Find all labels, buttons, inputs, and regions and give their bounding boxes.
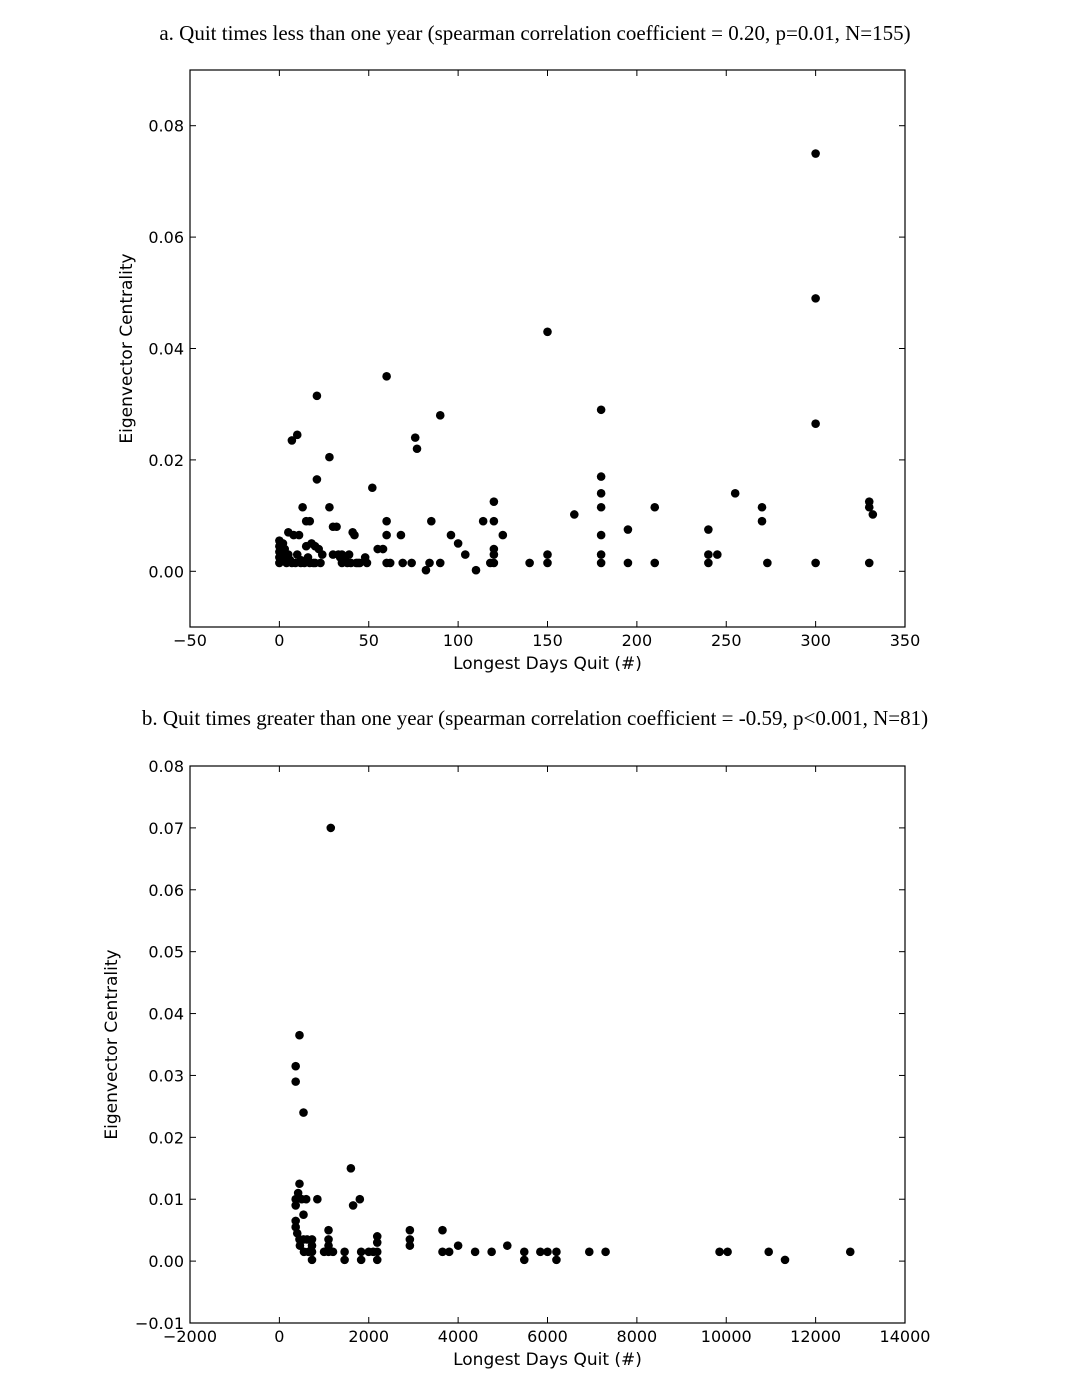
chart-b-data-point — [299, 1210, 308, 1219]
chart-b-data-point — [373, 1256, 382, 1265]
chart-a-data-point — [597, 489, 606, 498]
chart-a-data-point — [318, 550, 327, 559]
chart-b-data-point — [340, 1256, 349, 1265]
chart-b-data-point — [781, 1256, 790, 1265]
chart-a-data-point — [731, 489, 740, 498]
chart-a-data-point — [325, 453, 334, 462]
chart-a-data-point — [313, 392, 322, 401]
chart-b-x-tick-label: 10000 — [700, 1327, 752, 1346]
chart-a-data-point — [397, 531, 406, 540]
chart-a-data-point — [570, 510, 579, 519]
chart-a-data-point — [650, 503, 659, 512]
chart-a-data-point — [368, 483, 377, 492]
chart-a-data-point — [811, 149, 820, 158]
chart-a-x-tick-label: −50 — [173, 631, 207, 650]
chart-a-y-tick-label: 0.08 — [148, 116, 184, 136]
chart-b-y-tick-label: 0.05 — [148, 942, 184, 962]
chart-a-data-point — [811, 419, 820, 428]
chart-b-data-point — [552, 1248, 561, 1257]
chart-a-data-point — [525, 559, 534, 568]
chart-b-y-axis-label: Eigenvector Centrality — [102, 949, 122, 1140]
chart-a-data-point — [425, 559, 434, 568]
chart-a-data-point — [597, 472, 606, 481]
chart-b-data-point — [295, 1031, 304, 1040]
chart-a-data-point — [713, 550, 722, 559]
chart-a-y-tick-label: 0.00 — [148, 562, 184, 582]
chart-a-data-point — [704, 550, 713, 559]
chart-b-data-point — [349, 1201, 358, 1210]
chart-a-x-axis-label: Longest Days Quit (#) — [453, 654, 642, 674]
chart-a-data-point — [305, 517, 314, 526]
chart-a-data-point — [704, 525, 713, 534]
chart-a-data-point — [650, 559, 659, 568]
chart-a-data-point — [413, 444, 422, 453]
chart-b-data-point — [601, 1248, 610, 1257]
chart-a-data-point — [597, 503, 606, 512]
chart-a-data-point — [313, 475, 322, 484]
chart-a-x-tick-label: 200 — [621, 631, 653, 650]
chart-b-data-point — [291, 1062, 300, 1071]
chart-b-data-point — [295, 1179, 304, 1188]
chart-a-data-point — [865, 559, 874, 568]
chart-a-data-point — [382, 531, 391, 540]
chart-a-data-point — [490, 550, 499, 559]
chart-b-y-tick-label: 0.03 — [148, 1066, 184, 1086]
chart-a-data-point — [295, 531, 304, 540]
chart-a-data-point — [398, 559, 407, 568]
chart-a-data-point — [543, 327, 552, 336]
chart-a-data-point — [763, 559, 772, 568]
chart-b-data-point — [302, 1195, 311, 1204]
chart-a-data-point — [479, 517, 488, 526]
chart-a-data-point — [543, 559, 552, 568]
chart-a-data-point — [499, 531, 508, 540]
chart-b-data-point — [308, 1256, 317, 1265]
chart-b-x-tick-label: 14000 — [879, 1327, 931, 1346]
chart-b-data-point — [552, 1256, 561, 1265]
chart-a-y-tick-label: 0.06 — [148, 228, 184, 248]
chart-b-y-tick-label: 0.08 — [148, 757, 184, 776]
chart-a-data-point — [461, 550, 470, 559]
chart-b-data-point — [313, 1195, 322, 1204]
chart-a-data-point — [407, 559, 416, 568]
chart-b-data-point — [291, 1201, 300, 1210]
chart-a-data-point — [490, 559, 499, 568]
chart-a-x-tick-label: 300 — [800, 631, 831, 650]
chart-a-data-point — [704, 559, 713, 568]
chart-a-data-point — [472, 566, 481, 575]
chart-a-data-point — [436, 559, 445, 568]
chart-a-data-point — [597, 405, 606, 414]
chart-b-x-tick-label: 0 — [274, 1327, 285, 1346]
chart-b-data-point — [543, 1248, 552, 1257]
chart-b-data-point — [340, 1248, 349, 1257]
chart-a-data-point — [490, 517, 499, 526]
chart-a-y-tick-label: 0.04 — [148, 339, 184, 359]
chart-a-data-point — [382, 372, 391, 381]
chart-b-y-tick-label: −0.01 — [134, 1314, 184, 1333]
chart-b-data-point — [454, 1241, 463, 1250]
chart-a-x-tick-label: 100 — [442, 631, 474, 650]
chart-b-data-point — [471, 1248, 480, 1257]
chart-b-data-point — [357, 1256, 366, 1265]
chart-a-data-point — [379, 545, 388, 554]
chart-b-y-tick-label: 0.00 — [148, 1252, 184, 1272]
chart-a-data-point — [490, 497, 499, 506]
chart-b-data-point — [324, 1226, 333, 1235]
chart-a-y-tick-label: 0.02 — [148, 450, 184, 470]
chart-a-data-point — [316, 559, 325, 568]
chart-a-data-point — [869, 510, 878, 519]
chart-a-data-point — [363, 559, 372, 568]
chart-a-data-point — [411, 433, 420, 442]
chart-a-data-point — [597, 550, 606, 559]
chart-b-data-point — [406, 1226, 415, 1235]
chart-a-data-point — [811, 294, 820, 303]
chart-a-data-point — [298, 503, 307, 512]
chart-b-data-point — [445, 1248, 454, 1257]
chart-b-x-tick-label: 8000 — [616, 1327, 658, 1346]
chart-b-y-tick-label: 0.06 — [148, 880, 184, 900]
chart-b-data-point — [373, 1248, 382, 1257]
chart-b-data-point — [329, 1248, 338, 1257]
chart-b-data-point — [299, 1108, 308, 1117]
chart-a-data-point — [382, 517, 391, 526]
chart-a-data-point — [350, 531, 359, 540]
chart-a-data-point — [543, 550, 552, 559]
chart-b-data-point — [520, 1248, 529, 1257]
chart-a-data-point — [758, 517, 767, 526]
chart-b-data-point — [357, 1248, 366, 1257]
chart-b-y-tick-label: 0.07 — [148, 818, 184, 838]
chart-b-data-point — [585, 1248, 594, 1257]
chart-b-x-tick-label: 12000 — [790, 1327, 842, 1346]
chart-a-data-point — [293, 431, 302, 440]
chart-a-data-point — [454, 539, 463, 548]
chart-b-data-point — [764, 1248, 773, 1257]
chart-b-x-tick-label: 2000 — [348, 1327, 390, 1346]
chart-b-data-point — [846, 1248, 855, 1257]
chart-a-data-point — [447, 531, 456, 540]
chart-a-x-tick-label: 150 — [532, 631, 563, 650]
chart-a-y-axis-label: Eigenvector Centrality — [117, 253, 137, 444]
chart-a-data-point — [386, 559, 395, 568]
chart-b-data-point — [347, 1164, 356, 1173]
chart-a-data-point — [811, 559, 820, 568]
chart-a-x-tick-label: 250 — [710, 631, 742, 650]
chart-b-data-point — [520, 1256, 529, 1265]
chart-a-data-point — [436, 411, 445, 420]
chart-a-data-point — [332, 522, 341, 531]
chart-b-data-point — [356, 1195, 365, 1204]
chart-b-data-point — [715, 1248, 724, 1257]
chart-b-data-point — [503, 1241, 512, 1250]
chart-b-x-tick-label: 4000 — [437, 1327, 479, 1346]
chart-b-data-point — [373, 1238, 382, 1247]
chart-b-data-point — [326, 824, 335, 833]
chart-b-title: b. Quit times greater than one year (spearman correlation coefficient = -0.59, p<0.001, N=81) — [141, 706, 929, 730]
chart-b-x-axis-label: Longest Days Quit (#) — [453, 1350, 642, 1370]
chart-a-data-point — [624, 525, 633, 534]
chart-b-x-tick-label: −2000 — [162, 1327, 218, 1346]
chart-b-data-point — [406, 1241, 415, 1250]
chart-b-y-tick-label: 0.02 — [148, 1128, 184, 1148]
chart-a-title: a. Quit times less than one year (spearman correlation coefficient = 0.20, p=0.01, N=155) — [159, 21, 911, 45]
chart-b-data-point — [308, 1248, 317, 1257]
chart-a-x-tick-label: 350 — [889, 631, 921, 650]
chart-b-data-point — [723, 1248, 732, 1257]
chart-b-data-point — [291, 1077, 300, 1086]
chart-a-data-point — [427, 517, 436, 526]
chart-b-y-tick-label: 0.04 — [148, 1004, 184, 1024]
chart-b-data-point — [487, 1248, 496, 1257]
chart-a-x-tick-label: 50 — [358, 631, 379, 650]
chart-a-plot-frame — [190, 70, 905, 627]
chart-a-x-tick-label: 0 — [274, 631, 285, 650]
chart-b-data-point — [438, 1226, 447, 1235]
chart-a-data-point — [624, 559, 633, 568]
chart-a-data-point — [597, 559, 606, 568]
chart-b-x-tick-label: 6000 — [527, 1327, 568, 1346]
chart-a-data-point — [325, 503, 334, 512]
chart-b-y-tick-label: 0.01 — [148, 1190, 184, 1210]
chart-a-data-point — [758, 503, 767, 512]
chart-a-data-point — [345, 550, 354, 559]
chart-a-data-point — [597, 531, 606, 540]
